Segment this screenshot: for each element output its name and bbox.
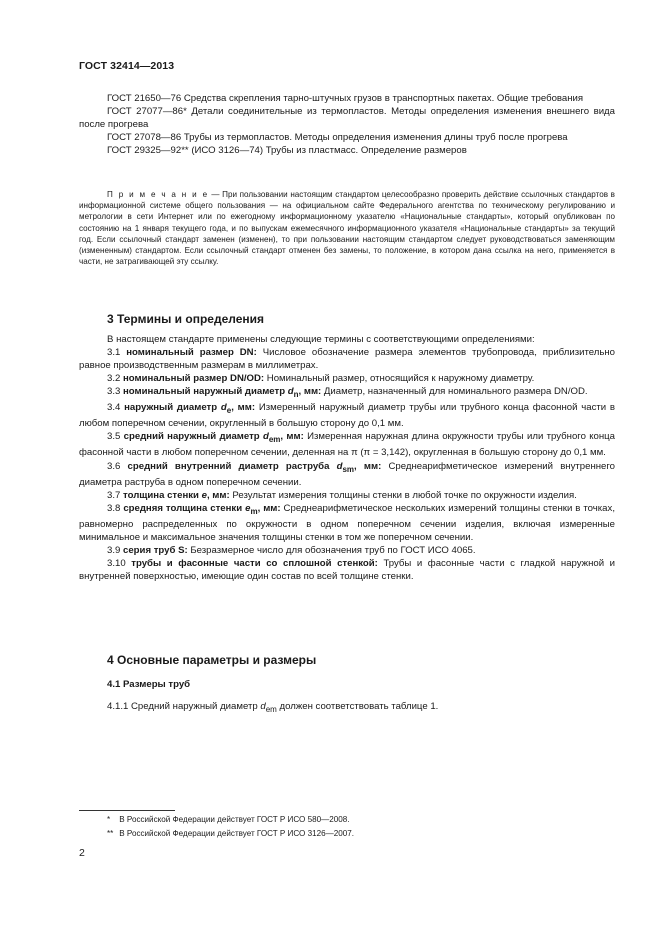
footnote-2: ** В Российской Федерации действует ГОСТ Р ИСО 3126—2007. xyxy=(107,829,354,838)
reference-item: ГОСТ 29325—92** (ИСО 3126—74) Трубы из пластмасс. Определение размеров xyxy=(107,145,467,157)
page-number: 2 xyxy=(79,847,85,859)
term-3-8: 3.8 средняя толщина стенки $e_m$, мм: Среднеарифметическое нескольких измерений толщины стенки в точках, равномерно распределенных по окружности в одном поперечном сечении изделия, включая измеренные минимальное и максимальное значения толщины стенки в том же поперечном сечении. xyxy=(79,502,615,543)
term-3-2: 3.2 номинальный размер DN/OD: Номинальный размер, относящийся к наружному диаметру. xyxy=(107,373,535,385)
clause-4-1-1: 4.1.1 Средний наружный диаметр $d_{em}$ должен соответствовать таблице 1. xyxy=(107,701,439,714)
term-3-10: 3.10 трубы и фасонные части со сплошной стенкой: Трубы и фасонные части с гладкой наружной и внутренней поверхностью, имеющие один состав по всей толщине стенки. xyxy=(79,558,616,583)
section-3-title: 3 Термины и определения xyxy=(107,312,265,326)
term-3-7: 3.7 толщина стенки e, мм: Результат измерения толщины стенки в любой точке по окружности изделия. xyxy=(107,489,577,501)
terms-intro: В настоящем стандарте применены следующие термины с соответствующими определениями: xyxy=(107,334,535,345)
terms-list xyxy=(79,333,615,583)
term-3-1: 3.1 номинальный размер DN: Числовое обозначение размера элементов трубопровода, приблизительно равное производственным размерам в миллиметрах. xyxy=(79,347,615,372)
term-3-3: 3.3 номинальный наружный диаметр $d_n$, мм: Диаметр, назначенный для номинального размера DN/OD. xyxy=(107,386,588,400)
reference-item: ГОСТ 21650—76 Средства скрепления тарно-штучных грузов в транспортных пакетах. Общие требования xyxy=(107,93,584,104)
normative-references xyxy=(79,92,615,157)
section-4-title: 4 Основные параметры и размеры xyxy=(107,653,317,667)
term-3-5: 3.5 средний наружный диаметр $d_{em}$, мм: Измеренная наружная длина окружности трубы или трубного конца фасонной части в любом поперечном сечении, деленная на π (π = 3,142), округленная в большую сторону до 0,1 мм. xyxy=(79,431,615,459)
term-3-9: 3.9 серия труб S: Безразмерное число для обозначения труб по ГОСТ ИСО 4065. xyxy=(107,544,476,556)
reference-item: ГОСТ 27077—86* Детали соединительные из термопластов. Методы определения изменения внешнего вида после прогрева xyxy=(79,106,615,131)
note-label: П р и м е ч а н и е xyxy=(107,190,209,199)
subsection-4-1-title: 4.1 Размеры труб xyxy=(107,679,191,690)
page-header-standard: ГОСТ 32414—2013 xyxy=(79,60,175,72)
term-3-6: 3.6 средний внутренний диаметр раструба $d_{sm}$, мм: Среднеарифметическое измерений внутреннего диаметра раструба в одном поперечном сечении. xyxy=(79,460,616,488)
term-3-4: 3.4 наружный диаметр $d_e$, мм: Измеренный наружный диаметр трубы или трубного конца фасонной части в любом поперечном сечении, округленный в большую сторону до 0,1 мм. xyxy=(79,402,615,430)
reference-item: ГОСТ 27078—86 Трубы из термопластов. Методы определения изменения длины труб после прогрева xyxy=(107,132,568,144)
footnote-separator xyxy=(79,810,175,811)
footnote-1: * В Российской Федерации действует ГОСТ Р ИСО 580—2008. xyxy=(107,815,350,824)
note-block xyxy=(79,189,615,267)
note-text: — При пользовании настоящим стандартом целесообразно проверить действие ссылочных стандартов в информационной системе общего пользования — на официальном сайте Федерального агентства по техническому регулированию и метрологии в сети Интернет или по ежегодному информационному указателю «Национальные стандарты», который опубликован по состоянию на 1 января текущего года, и по выпускам ежемесячного информационного указателя «Национальные стандарты» за текущий год. Если ссылочный стандарт заменен (изменен), то при пользовании настоящим стандартом следует руководствоваться заменяющим (измененным) стандартом. Если ссылочный стандарт отменен без замены, то положение, в котором дана ссылка на него, применяется в части, не затрагивающей эту ссылку. xyxy=(79,190,615,267)
